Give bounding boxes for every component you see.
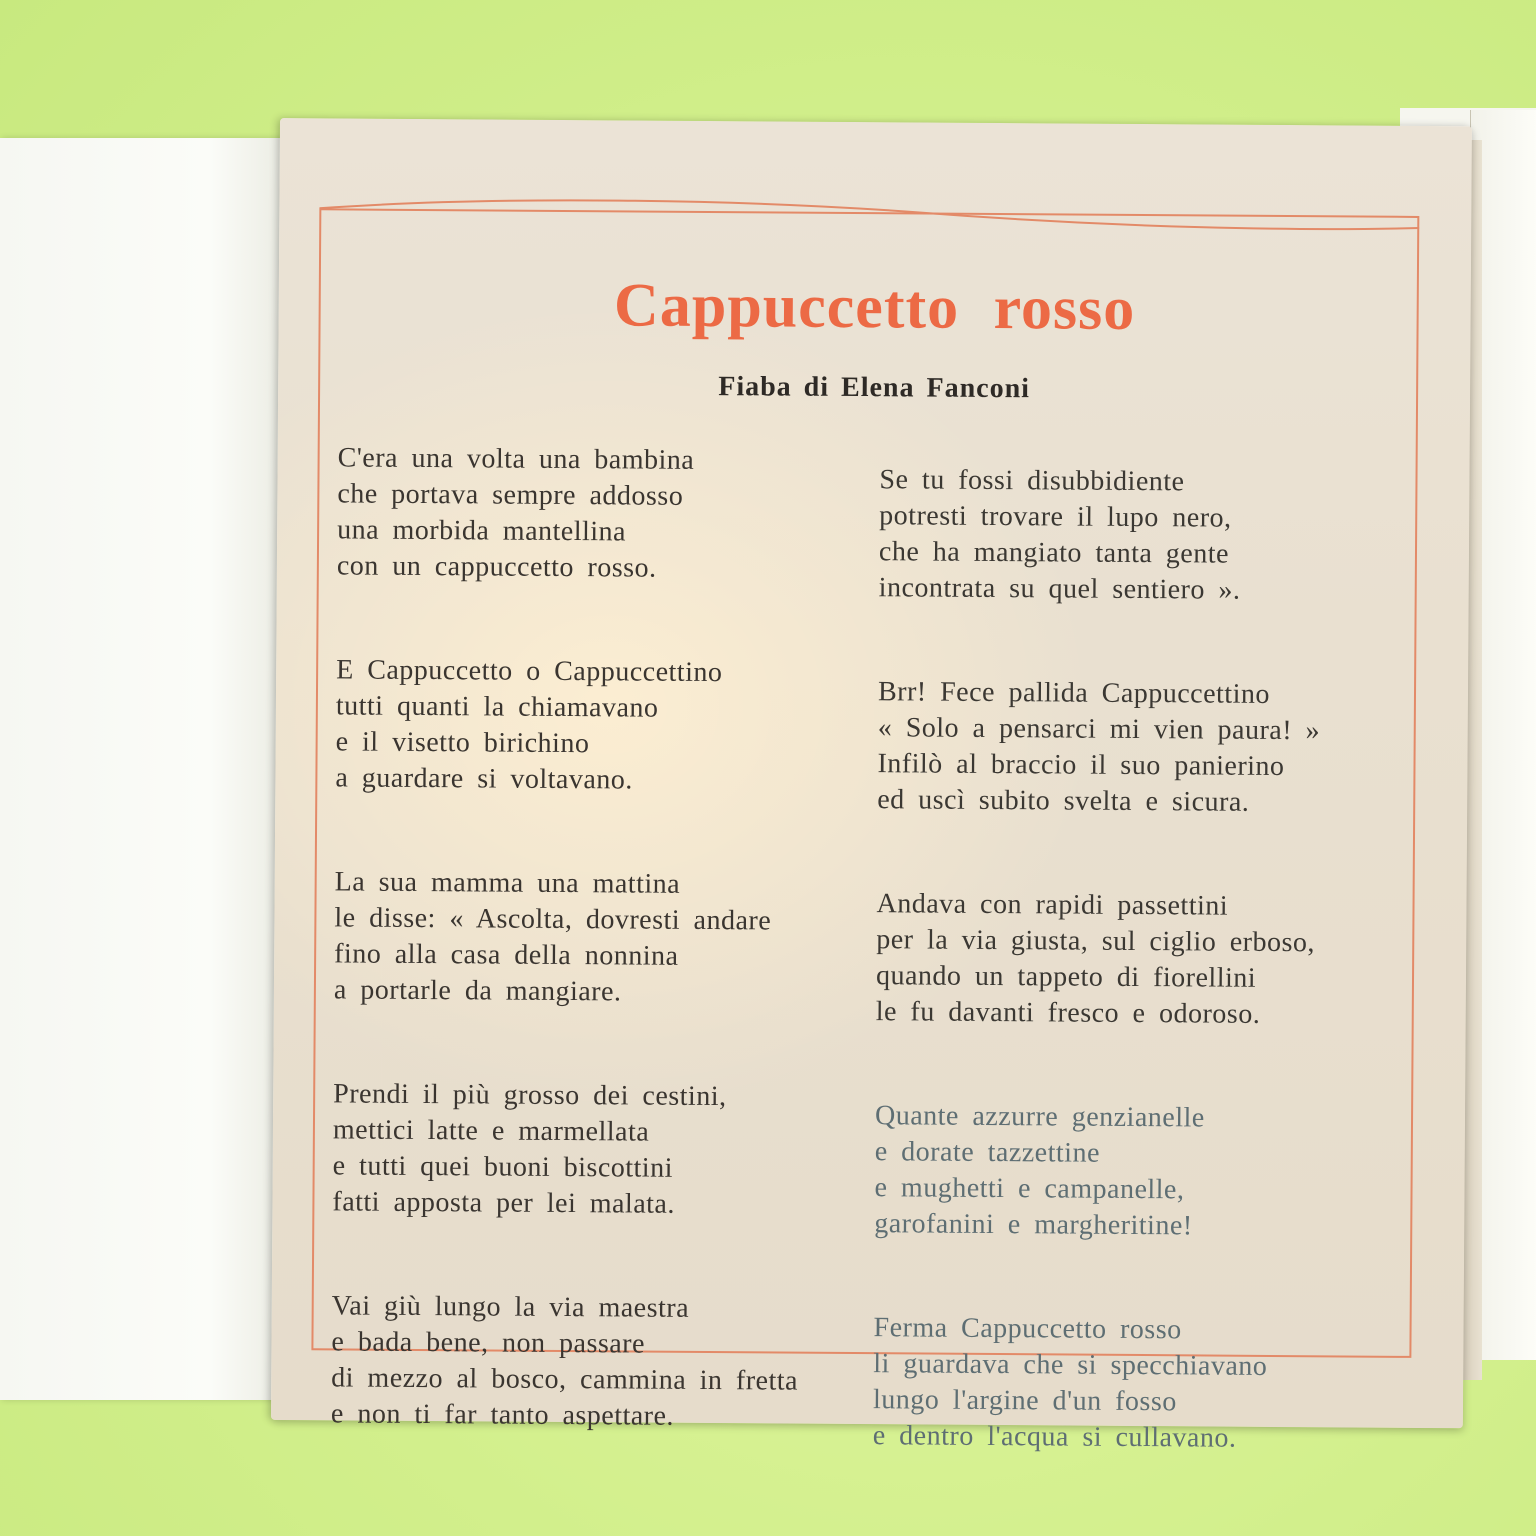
verse-line: e dentro l'acqua si cullavano.: [872, 1420, 1237, 1454]
verse-line: e bada bene, non passare: [331, 1326, 646, 1360]
verse-line: quando un tappeto di fiorellini: [875, 960, 1257, 994]
stanza: [879, 462, 1400, 610]
verse-line: Infilò al braccio il suo panierino: [877, 748, 1285, 783]
page-title: Cappuccetto rosso: [613, 271, 1136, 343]
verse-line: che portava sempre addosso: [337, 478, 684, 512]
verse-line: Se tu fossi disubbidiente: [879, 464, 1185, 498]
stanza: [876, 886, 1397, 1034]
verse-line: E Cappuccetto o Cappuccettino: [336, 654, 723, 689]
stanza: [337, 440, 858, 588]
verse-line: a portarle da mangiare.: [333, 974, 622, 1008]
stanza: [334, 864, 855, 1012]
verse-line: a guardare si voltavano.: [335, 762, 633, 796]
verse-line: li guardava che si specchiavano: [873, 1348, 1268, 1382]
verse-line: di mezzo al bosco, cammina in fretta: [331, 1362, 799, 1397]
verse-line: una morbida mantellina: [337, 514, 627, 548]
verse-line: e il visetto birichino: [335, 726, 590, 760]
poem-right-column: [872, 462, 1399, 1526]
verse-line: La sua mamma una mattina: [334, 866, 681, 900]
verse-line: Brr! Fece pallida Cappuccettino: [877, 676, 1271, 710]
verse-line: mettici latte e marmellata: [332, 1114, 650, 1148]
verse-line: e non ti far tanto aspettare.: [330, 1398, 675, 1432]
verse-line: Prendi il più grosso dei cestini,: [333, 1078, 727, 1113]
verse-line: per la via giusta, sul ciglio erboso,: [876, 924, 1316, 959]
verse-line: potresti trovare il lupo nero,: [879, 500, 1232, 534]
verse-line: e dorate tazzettine: [874, 1136, 1101, 1169]
verse-line: le fu davanti fresco e odoroso.: [875, 996, 1261, 1030]
verse-line: fatti apposta per lei malata.: [332, 1186, 676, 1220]
stanza: [874, 1098, 1395, 1246]
verse-line: le disse: « Ascolta, dovresti andare: [334, 902, 772, 937]
verse-line: lungo l'argine d'un fosso: [872, 1384, 1177, 1418]
stanza: [877, 674, 1398, 822]
stanza: [332, 1076, 853, 1224]
left-blank-page: [0, 138, 300, 1400]
stanza: [331, 1288, 852, 1436]
verse-line: tutti quanti la chiamavano: [335, 690, 659, 724]
verse-line: con un cappuccetto rosso.: [336, 550, 657, 584]
verse-line: che ha mangiato tanta gente: [878, 536, 1230, 570]
verse-line: Quante azzurre genzianelle: [874, 1100, 1205, 1134]
stanza: [335, 652, 856, 800]
verse-line: garofanini e margheritine!: [874, 1208, 1193, 1242]
verse-line: Andava con rapidi passettini: [876, 888, 1229, 922]
verse-line: Ferma Cappuccetto rosso: [873, 1312, 1182, 1346]
verse-line: Vai giù lungo la via maestra: [331, 1290, 690, 1324]
verse-line: C'era una volta una bambina: [337, 442, 695, 476]
stanza: [873, 1310, 1394, 1458]
verse-line: incontrata su quel sentiero ».: [878, 572, 1241, 606]
verse-line: e tutti quei buoni biscottini: [332, 1150, 674, 1184]
page-subtitle: Fiaba di Elena Fanconi: [718, 371, 1031, 405]
book-page: [271, 118, 1472, 1454]
verse-line: e mughetti e campanelle,: [874, 1172, 1185, 1206]
frame-wave-top: [319, 194, 1419, 242]
poem-left-column: [330, 440, 857, 1504]
verse-line: « Solo a pensarci mi vien paura! »: [877, 712, 1321, 747]
verse-line: fino alla casa della nonnina: [334, 938, 679, 972]
verse-line: ed uscì subito svelta e sicura.: [877, 784, 1250, 818]
